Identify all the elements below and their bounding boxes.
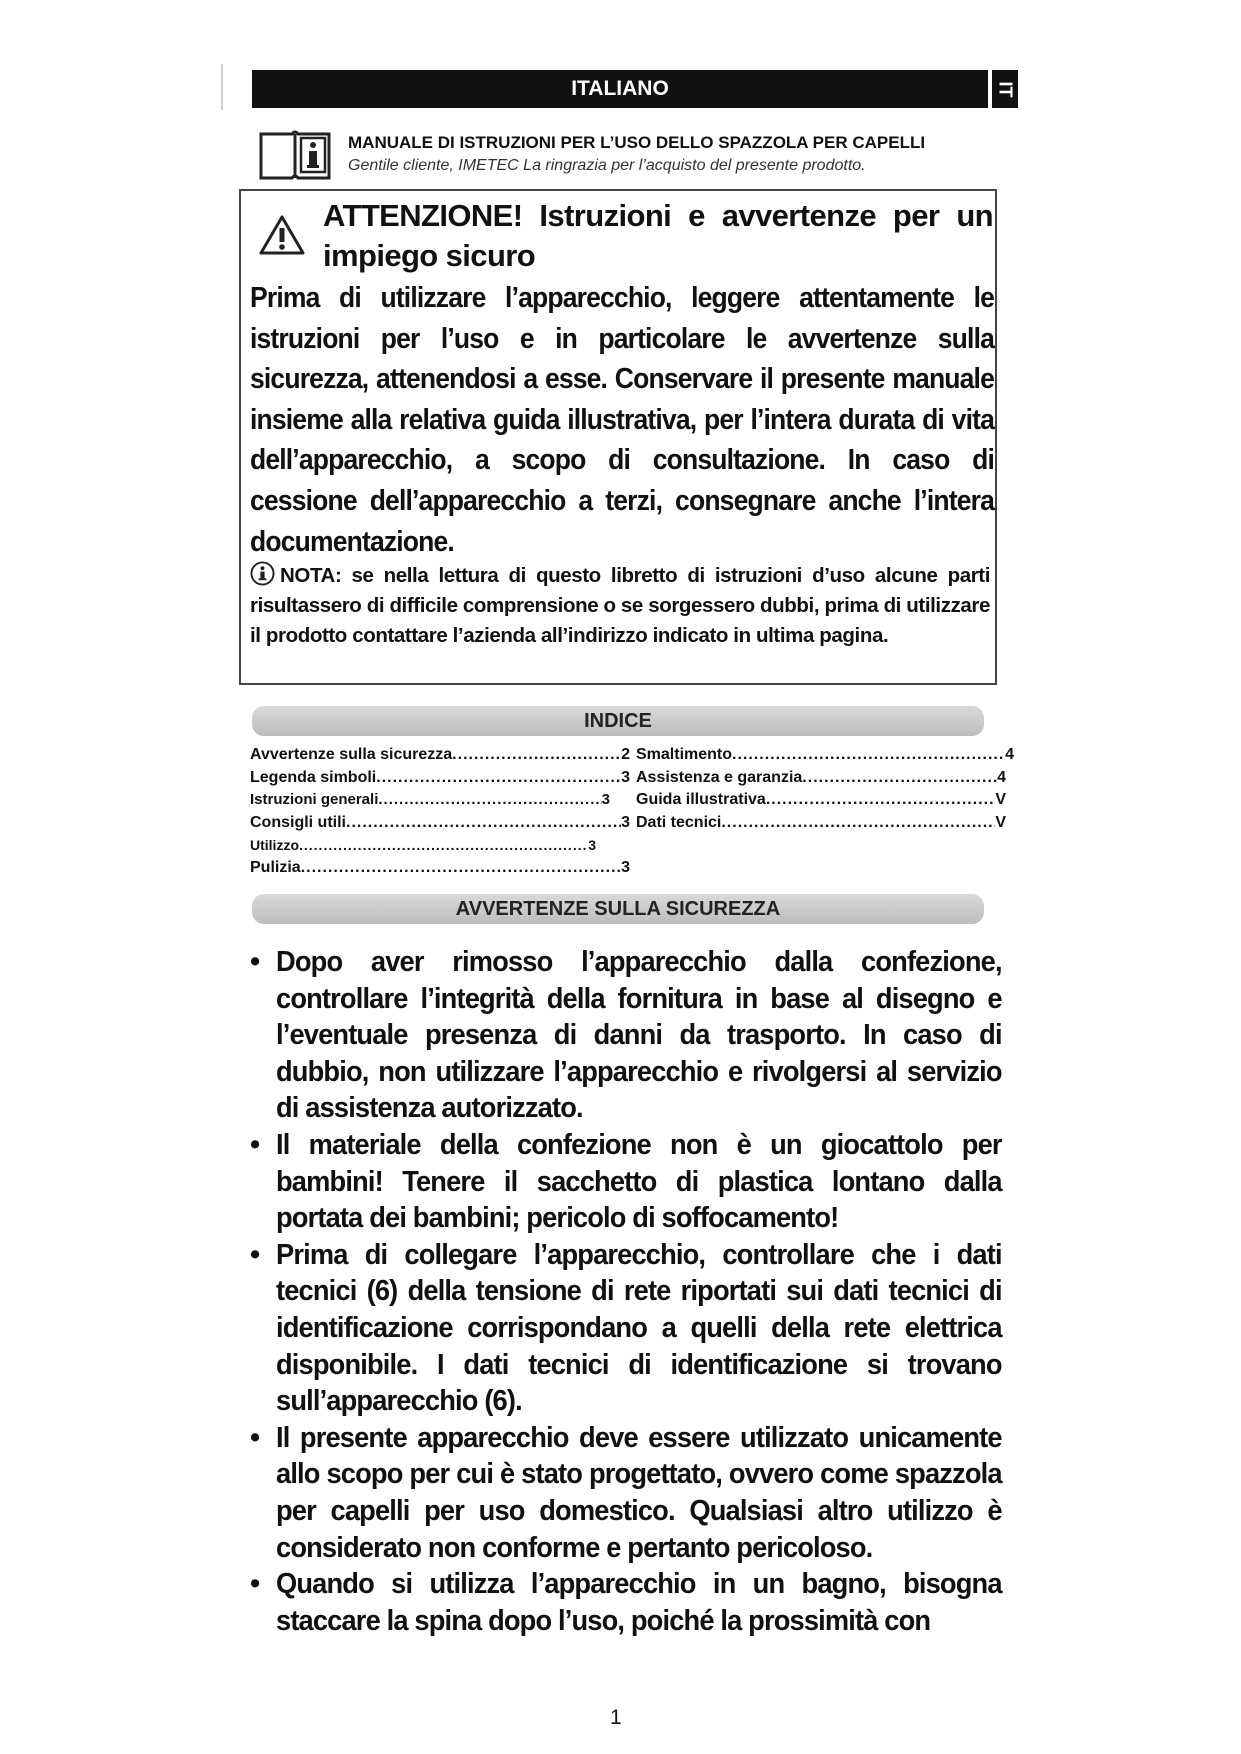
index-entry[interactable]: Legenda simboli ..... 3	[250, 767, 630, 790]
manual-info-icon	[258, 128, 332, 182]
index-entry[interactable]: Utilizzo ..... 3	[250, 834, 596, 857]
language-header: ITALIANO	[252, 70, 988, 108]
index-entry[interactable]: Istruzioni generali ..... 3	[250, 789, 610, 812]
safety-item: • Prima di collegare l’apparecchio, controllare che i dati tecnici (6) della tensione di rete riportati sui dati tecnici di identificazione corrispondano a quelli della rete elettrica disponibile. I dati tecnici di identificazione si trovano sull’apparecchio (6).	[250, 1238, 1002, 1418]
bullet-marker: •	[250, 1128, 260, 1161]
bullet-marker: •	[250, 1238, 260, 1271]
info-circle-icon	[250, 561, 275, 586]
safety-item: • Il materiale della confezione non è un giocattolo per bambini! Tenere il sacchetto di plastica lontano dalla portata dei bambini; pericolo di soffocamento!	[250, 1128, 1002, 1235]
index-entry[interactable]: Consigli utili ..... 3	[250, 812, 630, 835]
manual-greeting: Gentile cliente, IMETEC La ringrazia per l’acquisto del presente prodotto.	[348, 157, 866, 174]
note-paragraph	[250, 561, 990, 651]
warning-heading: ATTENZIONE! Istruzioni e avvertenze per un impiego sicuro	[323, 198, 993, 273]
bullet-marker: •	[250, 1568, 260, 1601]
safety-title-bar: AVVERTENZE SULLA SICUREZZA	[252, 894, 984, 924]
safety-item: • Dopo aver rimosso l’apparecchio dalla confezione, controllare l’integrità della fornitura in base al disegno e l’eventuale presenza di danni da trasporto. In caso di dubbio, non utilizzare l’apparecchio e rivolgersi al servizio di assistenza autorizzato.	[250, 946, 1002, 1125]
index-entry[interactable]: Pulizia ..... 3	[250, 857, 630, 880]
index-title-bar: INDICE	[252, 706, 984, 736]
index-entry[interactable]: Avvertenze sulla sicurezza ..... 2	[250, 744, 630, 767]
safety-item: • Il presente apparecchio deve essere utilizzato unicamente allo scopo per cui è stato progettato, ovvero come spazzola per capelli per uso domestico. Qualsiasi altro utilizzo è considerato non conforme e pertanto pericoloso.	[250, 1421, 1002, 1564]
bullet-marker: •	[250, 946, 260, 978]
language-tab	[992, 70, 1018, 108]
safety-list	[250, 944, 1010, 1639]
note-text: NOTA: se nella lettura di questo libretto di istruzioni d’uso alcune parti risultassero di difficile comprensione o se sorgessero dubbi, prima di utilizzare il prodotto contattare l’azienda all’indirizzo indicato in ultima pagina.	[250, 564, 990, 647]
index-entry[interactable]: Guida illustrativa ..... V	[636, 789, 1006, 812]
index-entry[interactable]: Smaltimento ..... 4	[636, 744, 1014, 767]
index-entry[interactable]: Assistenza e garanzia ..... 4	[636, 767, 1006, 790]
safety-item: • Quando si utilizza l’apparecchio in un bagno, bisogna staccare la spina dopo l’uso, poiché la prossimità con	[250, 1568, 1002, 1637]
page-number: 1	[610, 1706, 622, 1729]
index-entry[interactable]: Dati tecnici ..... V	[636, 812, 1006, 835]
language-code: IT	[995, 81, 1016, 97]
manual-title: MANUALE DI ISTRUZIONI PER L’USO DELLO SPAZZOLA PER CAPELLI	[348, 133, 926, 152]
margin-rule	[221, 64, 223, 110]
warning-body: Prima di utilizzare l’apparecchio, leggere attentamente le istruzioni per l’uso e in particolare le avvertenze sulla sicurezza, attenendosi a esse. Conservare il presente manuale insieme alla relativa guida illustrativa, per l’intera durata di vita dell’apparecchio, a scopo di consultazione. In caso di cessione dell’apparecchio a terzi, consegnare anche l’intera documentazione.	[250, 282, 994, 558]
warning-triangle-icon	[258, 214, 306, 256]
bullet-marker: •	[250, 1421, 260, 1454]
index-left-column	[250, 744, 630, 879]
index-right-column	[636, 744, 1014, 834]
